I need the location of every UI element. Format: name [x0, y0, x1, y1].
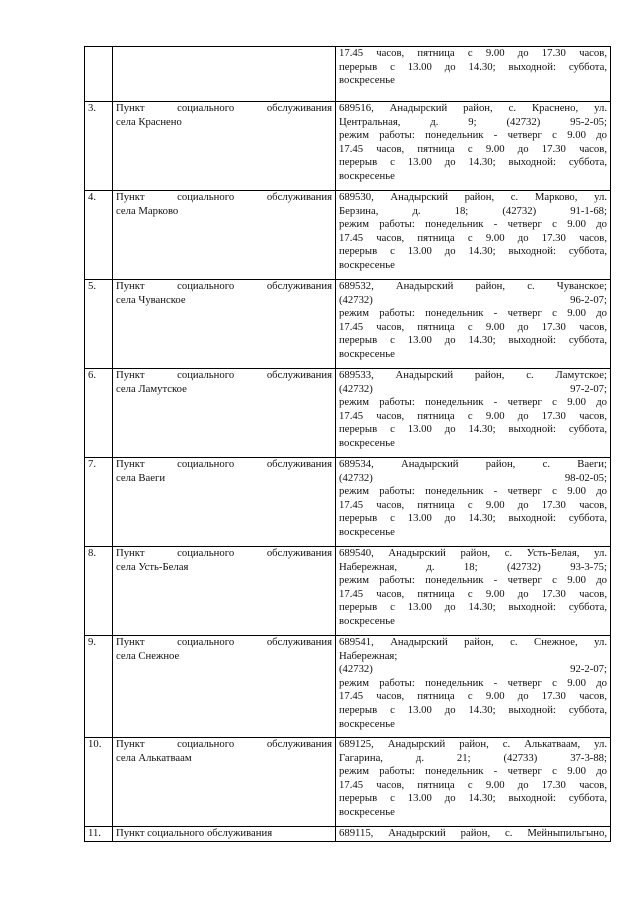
address-line: 689533, Анадырский район, с. Ламутское;: [339, 369, 607, 381]
address-line: воскресенье: [339, 347, 395, 360]
address-line: воскресенье: [339, 805, 395, 818]
address-line: перерыв с 13.00 до 14.30; выходной: суббота,: [339, 512, 607, 525]
service-point-name: [113, 636, 336, 738]
address-line: 689534, Анадырский район, с. Ваеги;: [339, 458, 607, 470]
address-line: 689125, Анадырский район, с. Алькатваам, ул.: [339, 738, 607, 750]
address-line: воскресенье: [339, 614, 395, 627]
address-line: воскресенье: [339, 436, 395, 449]
name-line: Пункт социального обслуживания: [116, 369, 332, 381]
row-number: 3.: [85, 102, 113, 191]
address-line: воскресенье: [339, 717, 395, 730]
address-line: 689541, Анадырский район, с. Снежное, ул.: [339, 636, 607, 648]
address-line: 689516, Анадырский район, с. Краснено, ул.: [339, 102, 607, 114]
address-line: 17.45 часов, пятница с 9.00 до 17.30 часов,: [339, 778, 607, 791]
table-row: [85, 47, 611, 102]
service-point-name: [113, 280, 336, 369]
name-line: села Усть-Белая: [116, 560, 189, 573]
name-line: села Ваеги: [116, 471, 166, 484]
name-line: Пункт социального обслуживания: [116, 102, 332, 114]
address-line: перерыв с 13.00 до 14.30; выходной: суббота,: [339, 245, 607, 258]
name-line: села Алькатваам: [116, 751, 192, 764]
address-line: 689530, Анадырский район, с. Марково, ул.: [339, 191, 607, 203]
service-point-address: [336, 47, 611, 102]
address-line: режим работы: понедельник - четверг с 9.00 до: [339, 129, 607, 142]
address-line: режим работы: понедельник - четверг с 9.00 до: [339, 307, 607, 320]
service-point-name: [113, 827, 336, 842]
address-line: режим работы: понедельник - четверг с 9.00 до: [339, 485, 607, 498]
address-line: воскресенье: [339, 169, 395, 182]
address-line: Центральная, д. 9; (42732) 95-2-05;: [339, 115, 607, 128]
table-row: [85, 827, 611, 842]
name-line: Пункт социального обслуживания: [116, 458, 332, 470]
table-row: [85, 547, 611, 636]
service-point-name: [113, 102, 336, 191]
address-line: воскресенье: [339, 258, 395, 271]
name-line: села Марково: [116, 204, 179, 217]
name-line: Пункт социального обслуживания: [116, 636, 332, 648]
address-line: 689115, Анадырский район, с. Мейныпильгыно,: [339, 827, 607, 839]
service-point-address: [336, 102, 611, 191]
address-line: Гагарина, д. 21; (42733) 37-3-88;: [339, 751, 607, 764]
service-point-name: [113, 369, 336, 458]
address-line: 17.45 часов, пятница с 9.00 до 17.30 часов,: [339, 47, 607, 59]
service-point-name: [113, 738, 336, 827]
address-line: (42732) 97-2-07;: [339, 382, 607, 395]
service-point-name: [113, 458, 336, 547]
address-line: перерыв с 13.00 до 14.30; выходной: суббота,: [339, 792, 607, 805]
table-row: [85, 102, 611, 191]
address-line: 689540, Анадырский район, с. Усть-Белая, ул.: [339, 547, 607, 559]
service-point-address: [336, 280, 611, 369]
address-line: (42732) 92-2-07;: [339, 663, 607, 676]
service-point-address: [336, 636, 611, 738]
table-row: [85, 280, 611, 369]
name-line: села Снежное: [116, 649, 180, 662]
row-number: 11.: [85, 827, 113, 842]
address-line: 17.45 часов, пятница с 9.00 до 17.30 часов,: [339, 142, 607, 155]
name-line: Пункт социального обслуживания: [116, 827, 273, 839]
row-number: 6.: [85, 369, 113, 458]
address-line: 17.45 часов, пятница с 9.00 до 17.30 часов,: [339, 409, 607, 422]
address-line: перерыв с 13.00 до 14.30; выходной: суббота,: [339, 334, 607, 347]
address-line: Берзина, д. 18; (42732) 91-1-68;: [339, 204, 607, 217]
address-line: 17.45 часов, пятница с 9.00 до 17.30 часов,: [339, 587, 607, 600]
name-line: села Ламутское: [116, 382, 187, 395]
address-line: 17.45 часов, пятница с 9.00 до 17.30 часов,: [339, 231, 607, 244]
row-number: 8.: [85, 547, 113, 636]
service-point-name: [113, 47, 336, 102]
address-line: воскресенье: [339, 74, 395, 87]
address-line: режим работы: понедельник - четверг с 9.00 до: [339, 574, 607, 587]
row-number: 5.: [85, 280, 113, 369]
row-number: 9.: [85, 636, 113, 738]
address-line: режим работы: понедельник - четверг с 9.00 до: [339, 765, 607, 778]
service-point-address: [336, 547, 611, 636]
address-line: перерыв с 13.00 до 14.30; выходной: суббота,: [339, 703, 607, 716]
service-point-name: [113, 191, 336, 280]
address-line: перерыв с 13.00 до 14.30; выходной: суббота,: [339, 60, 607, 73]
address-line: 17.45 часов, пятница с 9.00 до 17.30 часов,: [339, 690, 607, 703]
address-line: (42732) 96-2-07;: [339, 293, 607, 306]
name-line: села Краснено: [116, 115, 182, 128]
table-row: [85, 458, 611, 547]
service-point-address: [336, 458, 611, 547]
table-body: [85, 47, 611, 842]
address-line: режим работы: понедельник - четверг с 9.00 до: [339, 676, 607, 689]
service-point-address: [336, 738, 611, 827]
table-row: [85, 738, 611, 827]
name-line: села Чуванское: [116, 293, 186, 306]
service-point-address: [336, 369, 611, 458]
row-number: 10.: [85, 738, 113, 827]
service-point-address: [336, 191, 611, 280]
address-line: режим работы: понедельник - четверг с 9.00 до: [339, 396, 607, 409]
address-line: перерыв с 13.00 до 14.30; выходной: суббота,: [339, 156, 607, 169]
address-line: режим работы: понедельник - четверг с 9.00 до: [339, 218, 607, 231]
address-line: перерыв с 13.00 до 14.30; выходной: суббота,: [339, 601, 607, 614]
address-line: 17.45 часов, пятница с 9.00 до 17.30 часов,: [339, 498, 607, 511]
table-row: [85, 636, 611, 738]
name-line: Пункт социального обслуживания: [116, 191, 332, 203]
row-number: 7.: [85, 458, 113, 547]
address-line: перерыв с 13.00 до 14.30; выходной: суббота,: [339, 423, 607, 436]
name-line: Пункт социального обслуживания: [116, 280, 332, 292]
row-number: [85, 47, 113, 102]
address-line: 689532, Анадырский район, с. Чуванское;: [339, 280, 607, 292]
service-points-table: [84, 46, 611, 842]
address-line: (42732) 98-02-05;: [339, 471, 607, 484]
table-row: [85, 369, 611, 458]
name-line: Пункт социального обслуживания: [116, 738, 332, 750]
address-line: воскресенье: [339, 525, 395, 538]
address-line: Набережная;: [339, 649, 398, 662]
table-row: [85, 191, 611, 280]
address-line: 17.45 часов, пятница с 9.00 до 17.30 часов,: [339, 320, 607, 333]
address-line: Набережная, д. 18; (42732) 93-3-75;: [339, 560, 607, 573]
row-number: 4.: [85, 191, 113, 280]
service-point-address: [336, 827, 611, 842]
name-line: Пункт социального обслуживания: [116, 547, 332, 559]
service-point-name: [113, 547, 336, 636]
